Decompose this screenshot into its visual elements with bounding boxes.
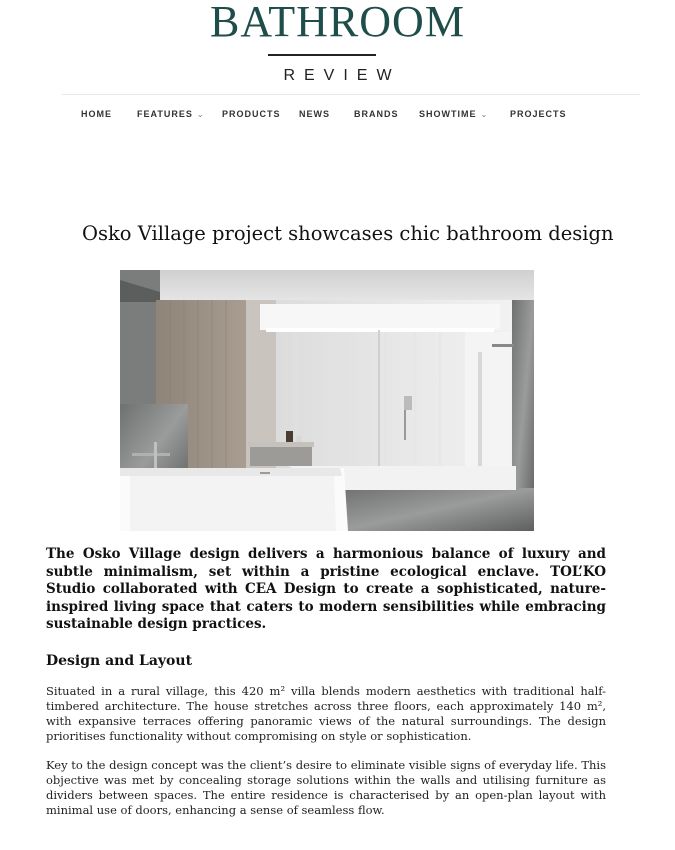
main-nav [0, 108, 675, 122]
chevron-down-icon: ⌄ [196, 110, 205, 119]
nav-item-showtime[interactable] [419, 108, 488, 121]
masthead [0, 0, 675, 95]
article-title: Osko Village project showcases chic bathroom design [82, 222, 614, 245]
nav-item-label: FEATURES [137, 109, 193, 119]
nav-item-label: SHOWTIME [419, 109, 477, 119]
nav-item-label: NEWS [299, 109, 330, 119]
hero-image[interactable] [120, 270, 534, 531]
nav-item-news[interactable] [299, 108, 330, 120]
nav-item-label: PRODUCTS [222, 109, 281, 119]
brand-logo-subtitle[interactable]: REVIEW [283, 67, 401, 84]
brand-divider [268, 54, 376, 56]
nav-item-home[interactable] [81, 108, 112, 120]
nav-item-projects[interactable] [510, 108, 567, 120]
nav-item-label: HOME [81, 109, 112, 119]
chevron-down-icon: ⌄ [480, 110, 489, 119]
article-lead: The Osko Village design delivers a harmonious balance of luxury and subtle minimalism, set within a pristine ecological enclave. TOL’KO Studio collaborated with CEA Design to create a sophisticated, nature-inspired living space that caters to modern sensibilities while embracing sustainable design practices. [46, 546, 606, 632]
nav-item-brands[interactable] [354, 108, 399, 120]
nav-item-label: PROJECTS [510, 109, 567, 119]
article-paragraph: Situated in a rural village, this 420 m² villa blends modern aesthetics with traditional half-timbered architecture. The house stretches across three floors, each approximately 140 m², with expansive terraces offering panoramic views of the natural surroundings. The design prioritises functionality without compromising on style or sophistication. [46, 684, 606, 743]
brand-logo-title[interactable]: BATHROOM [210, 0, 465, 46]
nav-item-label: BRANDS [354, 109, 399, 119]
nav-item-products[interactable] [222, 108, 281, 120]
section-heading: Design and Layout [46, 653, 193, 669]
article-paragraph: Key to the design concept was the client’s desire to eliminate visible signs of everyday life. This objective was met by concealing storage solutions within the walls and utilising furniture as dividers between spaces. The entire residence is characterised by an open-plan layout with minimal use of doors, enhancing a sense of seamless flow. [46, 758, 606, 817]
nav-item-features[interactable] [137, 108, 205, 121]
bathroom-photo [120, 270, 534, 531]
nav-divider [62, 94, 640, 95]
